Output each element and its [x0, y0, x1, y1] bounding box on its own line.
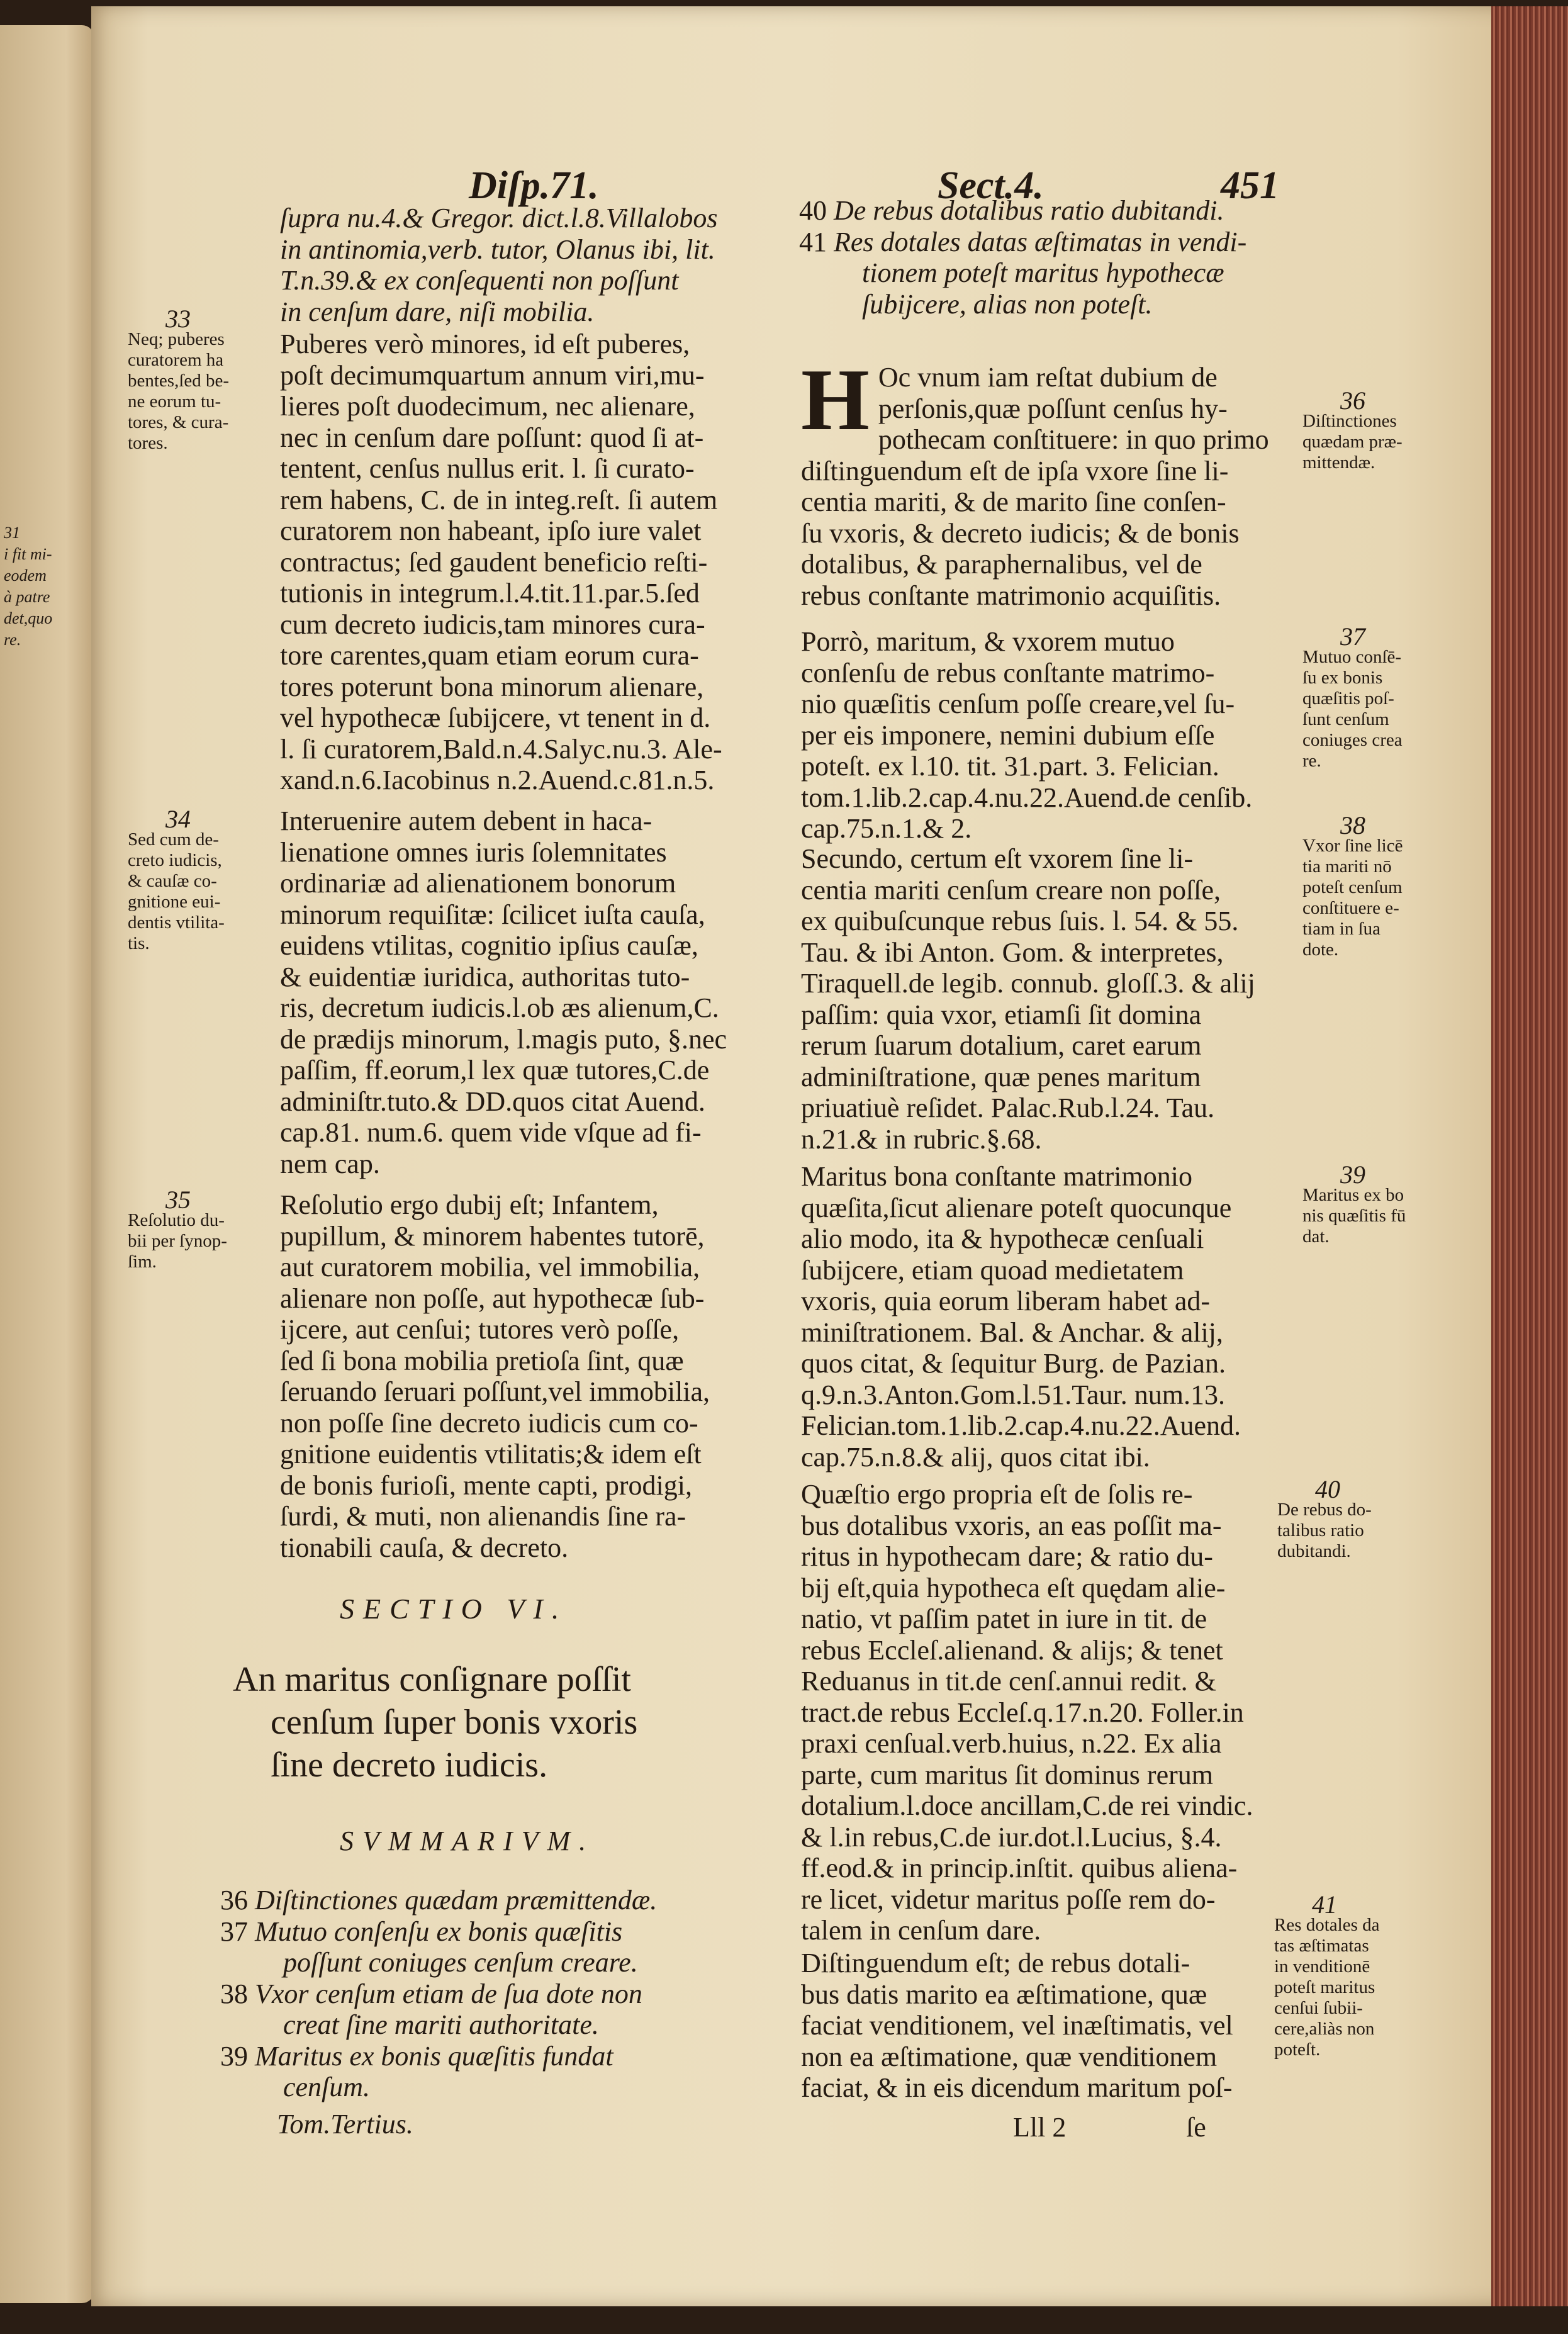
text-line: euidens vtilitas, cognitio ipſius cauſæ, — [280, 930, 698, 961]
summarium-item — [799, 227, 1403, 258]
summarium-heading: SVMMARIVM. — [340, 1826, 595, 1856]
text-line: rem habens, C. de in integ.reſt. ſi autem — [280, 484, 718, 515]
text-line: Secundo, certum eſt vxorem ſine li- — [801, 843, 1194, 874]
margin-note-line: quædam præ- — [1302, 432, 1403, 452]
summarium-item — [220, 1947, 849, 1978]
text-line: natio, vt paſſim patet in iure in tit. de — [801, 1603, 1207, 1634]
text-line: aut curatorem mobilia, vel immobilia, — [280, 1252, 700, 1282]
margin-note-line: bentes,ſed be- — [128, 371, 230, 391]
summarium-number: 40 — [799, 195, 827, 226]
margin-note-line: ſunt cenſum — [1302, 709, 1389, 729]
text-line: pothecam conſtituere: in quo primo — [878, 424, 1269, 455]
section-title — [233, 1658, 862, 1787]
margin-note-41 — [1274, 1890, 1413, 2060]
text-line: vel hypothecæ ſubijcere, vt tenent in d. — [280, 702, 711, 733]
text-line: paſſim, ff.eorum,l lex quæ tutores,C.de — [280, 1055, 710, 1086]
text-line: curatorem non habeant, ipſo iure valet — [280, 515, 702, 546]
margin-note-number: 37 — [1340, 622, 1365, 651]
text-line: ijcere, aut cenſui; tutores verò poſſe, — [280, 1314, 680, 1345]
text-line: faciat, & in eis dicendum maritum poſ- — [801, 2072, 1233, 2103]
text-line: Felician.tom.1.lib.2.cap.4.nu.22.Auend. — [801, 1410, 1241, 1441]
margin-note-line: Maritus ex bo — [1302, 1185, 1404, 1205]
text-line: miniſtrationem. Bal. & Anchar. & alij, — [801, 1316, 1223, 1348]
text-line: dotalibus, & paraphernalibus, vel de — [801, 549, 1202, 580]
text-line: de bonis furioſi, mente capti, prodigi, — [280, 1469, 692, 1501]
previous-page-note-line: det,quo — [4, 609, 53, 627]
text-line: cap.75.n.1.& 2. — [801, 813, 972, 844]
text-line: dotalium.l.doce ancillam,C.de rei vindic. — [801, 1790, 1253, 1821]
summarium-number: 36 — [220, 1885, 248, 1916]
margin-note-line: Sed cum de- — [128, 829, 219, 850]
text-line: conſenſu de rebus conſtante matrimo- — [801, 657, 1215, 688]
margin-note-line: tiam in ſua — [1302, 919, 1381, 939]
text-line: priuatiuè reſidet. Palac.Rub.l.24. Tau. — [801, 1092, 1215, 1123]
text-line: T.n.39.& ex conſequenti non poſſunt — [280, 265, 679, 296]
summarium-number — [220, 2072, 255, 2103]
text-line: & euidentiæ iuridica, authoritas tuto- — [280, 961, 690, 992]
summarium-list — [220, 1885, 849, 2103]
margin-note-line: tas æſtimatas — [1274, 1936, 1369, 1956]
text-line: nem cap. — [280, 1148, 380, 1179]
text-line: ſu vxoris, & decreto iudicis; & de bonis — [801, 517, 1240, 549]
drop-cap: H — [801, 351, 870, 449]
margin-note-number: 41 — [1312, 1890, 1337, 1919]
margin-note-line: curatorem ha — [128, 350, 224, 370]
text-line: rerum ſuarum dotalium, caret earum — [801, 1030, 1202, 1061]
previous-page-note-line: re. — [4, 631, 21, 649]
text-line: non poſſe ſine decreto iudicis cum co- — [280, 1407, 698, 1439]
margin-note-line: ne eorum tu- — [128, 391, 221, 412]
text-line: diſtinguendum eſt de ipſa vxore ſine li- — [801, 455, 1229, 486]
text-line: Diſtinguendum eſt; de rebus dotali- — [801, 1948, 1190, 1978]
catchword: ſe — [1186, 2112, 1206, 2143]
text-line: cap.81. num.6. quem vide vſque ad fi- — [280, 1117, 702, 1148]
previous-page-note-line: 31 — [4, 524, 20, 542]
summarium-item — [220, 1978, 849, 2010]
left-column — [280, 203, 846, 327]
paragraph-33 — [280, 328, 846, 796]
margin-note-33 — [128, 305, 254, 454]
margin-note-line: mittendæ. — [1302, 452, 1375, 473]
summarium-item — [220, 2041, 849, 2072]
summarium-text: tionem poteſt maritus hypothecæ — [862, 257, 1224, 288]
margin-note-line: dubitandi. — [1277, 1541, 1351, 1561]
text-line: vxoris, quia eorum liberam habet ad- — [801, 1286, 1211, 1316]
text-line: nec in cenſum dare poſſunt: quod ſi at- — [280, 422, 704, 453]
summarium-item — [220, 2009, 849, 2041]
running-head-disputation: Diſp.71. — [469, 164, 599, 207]
text-line: centia mariti, & de marito ſine conſen- — [801, 486, 1226, 517]
margin-note-line: dote. — [1302, 940, 1339, 960]
margin-note-39 — [1302, 1160, 1435, 1247]
summarium-text: cenſum. — [283, 2072, 371, 2102]
summarium-number — [220, 1947, 255, 1978]
text-line: faciat venditionem, vel inæſtimatis, vel — [801, 2010, 1233, 2041]
summarium-text: Mutuo conſenſu ex bonis quæſitis — [255, 1916, 623, 1947]
text-line: centia mariti cenſum creare non poſſe, — [801, 874, 1221, 906]
text-line: tore carentes,quam etiam eorum cura- — [280, 640, 699, 671]
margin-note-line: re. — [1302, 751, 1321, 771]
margin-note-line: tores. — [128, 433, 168, 453]
margin-note-line: Diſtinctiones — [1302, 411, 1397, 431]
margin-note-number: 33 — [165, 305, 191, 333]
summarium-item — [220, 1916, 849, 1948]
summarium-text: De rebus dotalibus ratio dubitandi. — [834, 195, 1224, 226]
text-line: perſonis,quæ poſſunt cenſus hy- — [878, 393, 1228, 424]
text-line: quos citat, & ſequitur Burg. de Pazian. — [801, 1348, 1226, 1379]
paragraph-34 — [280, 805, 846, 1179]
margin-note-38 — [1302, 811, 1435, 960]
text-line: Quæſtio ergo propria eſt de ſolis re- — [801, 1479, 1193, 1510]
text-line: adminiſtr.tuto.& DD.quos citat Auend. — [280, 1086, 705, 1117]
text-line: tentent, cenſus nullus erit. l. ſi curato- — [280, 453, 695, 484]
margin-note-line: bii per ſynop- — [128, 1231, 227, 1251]
text-line: tom.1.lib.2.cap.4.nu.22.Auend.de cenſib. — [801, 782, 1253, 813]
text-line: non ea æſtimatione, quæ venditionem — [801, 2041, 1218, 2072]
summarium-continued — [799, 195, 1403, 320]
text-line: tract.de rebus Eccleſ.q.17.n.20. Foller.in — [801, 1697, 1244, 1728]
text-line: ex quibuſcunque rebus ſuis. l. 54. & 55. — [801, 906, 1239, 936]
page-edge-stack — [1491, 6, 1568, 2306]
margin-note-line: Neq; puberes — [128, 329, 225, 349]
margin-note-37 — [1302, 622, 1435, 771]
margin-note-line: conſtituere e- — [1302, 898, 1399, 918]
margin-note-line: tis. — [128, 933, 150, 953]
text-line: de prædijs minorum, l.magis puto, §.nec — [280, 1023, 727, 1055]
summarium-item — [799, 289, 1403, 320]
text-line: adminiſtratione, quæ penes maritum — [801, 1061, 1201, 1092]
text-line: Puberes verò minores, id eſt puberes, — [280, 328, 690, 359]
text-line: ritus in hypothecam dare; & ratio du- — [801, 1541, 1213, 1572]
margin-note-line: & cauſæ co- — [128, 871, 217, 891]
text-line: rebus conſtante matrimonio acquiſitis. — [801, 580, 1221, 611]
margin-note-line: De rebus do- — [1277, 1500, 1372, 1520]
text-line: nio quæſitis cenſum poſſe creare,vel ſu- — [801, 688, 1235, 719]
margin-note-number: 40 — [1315, 1475, 1340, 1503]
summarium-item — [799, 257, 1403, 289]
text-line: Tiraquell.de legib. connub. gloſſ.3. & alij — [801, 968, 1255, 999]
text-line: alienare non poſſe, aut hypothecæ ſub- — [280, 1282, 705, 1314]
text-line: ordinariæ ad alienationem bonorum — [280, 868, 676, 899]
text-line: tutionis in integrum.l.4.tit.11.par.5.ſed — [280, 578, 700, 609]
margin-note-34 — [128, 805, 254, 954]
margin-note-line: poteſt maritus — [1274, 1977, 1375, 1997]
margin-note-number: 39 — [1340, 1160, 1365, 1189]
summarium-text: creat ſine mariti authoritate. — [283, 2009, 599, 2040]
text-line: tores poterunt bona minorum alienare, — [280, 671, 704, 702]
summarium-text: Maritus ex bonis quæſitis fundat — [255, 2040, 613, 2072]
left-top-paragraph — [280, 203, 846, 327]
text-line: praxi cenſual.verb.huius, n.22. Ex alia — [801, 1728, 1222, 1759]
margin-note-line: Vxor ſine licē — [1302, 836, 1403, 856]
text-line: in antinomia,verb. tutor, Olanus ibi, lit. — [280, 233, 715, 265]
summarium-item — [799, 195, 1403, 227]
previous-page-note-line: i fit mi- — [4, 545, 52, 563]
text-line: ſurdi, & muti, non alienandis ſine ra- — [280, 1501, 686, 1532]
margin-note-line: poteſt. — [1274, 2039, 1321, 2060]
text-line: cap.75.n.8.& alij, quos citat ibi. — [801, 1441, 1150, 1473]
text-line: Porrò, maritum, & vxorem mutuo — [801, 626, 1175, 657]
text-line: Tau. & ibi Anton. Gom. & interpretes, — [801, 936, 1224, 968]
previous-page-note-line: à patre — [4, 588, 50, 606]
text-line: paſſim: quia vxor, etiamſi ſit domina — [801, 999, 1202, 1030]
text-line: pupillum, & minorem habentes tutorē, — [280, 1220, 705, 1252]
margin-note-35 — [128, 1186, 254, 1272]
text-line: Reſolutio ergo dubij eſt; Infantem, — [280, 1189, 659, 1220]
text-line: lienatione omnes iuris ſolemnitates — [280, 836, 667, 868]
summarium-number: 39 — [220, 2040, 248, 2072]
text-line: contractus; ſed gaudent beneficio reſti- — [280, 546, 708, 578]
text-line: talem in cenſum dare. — [801, 1915, 1041, 1946]
margin-note-36 — [1302, 386, 1435, 473]
margin-note-line: tores, & cura- — [128, 412, 229, 432]
summarium-item — [220, 1885, 849, 1916]
margin-note-line: ſim. — [128, 1252, 157, 1272]
text-line: Reduanus in tit.de cenſ.annui redit. & — [801, 1666, 1216, 1697]
previous-page-margin-note — [4, 522, 67, 651]
margin-note-number: 38 — [1340, 811, 1365, 839]
summarium-number: 37 — [220, 1916, 248, 1947]
summarium-item — [220, 2072, 849, 2103]
paragraph-35 — [280, 1189, 846, 1563]
text-line: ſubijcere, etiam quoad medietatem — [801, 1254, 1184, 1286]
text-line: cenſum ſuper bonis vxoris — [271, 1703, 638, 1742]
text-line: Interuenire autem debent in haca- — [280, 805, 652, 836]
summarium-number — [220, 2009, 255, 2041]
margin-note-line: nis quæſitis fū — [1302, 1206, 1406, 1226]
previous-page-edge — [0, 25, 94, 2303]
margin-note-number: 34 — [165, 805, 191, 833]
text-line: ff.eod.& in princip.inſtit. quibus aliena- — [801, 1853, 1238, 1883]
margin-note-line: dentis vtilita- — [128, 912, 225, 933]
text-line: bus dotalibus vxoris, an eas poſſit ma- — [801, 1510, 1222, 1541]
summarium-number — [799, 289, 834, 320]
margin-note-line: creto iudicis, — [128, 850, 222, 870]
margin-note-line: Reſolutio du- — [128, 1210, 225, 1230]
text-line: parte, cum maritus ſit dominus rerum — [801, 1759, 1213, 1790]
summarium-number: 38 — [220, 1978, 248, 2009]
summarium-text: Res dotales datas æſtimatas in vendi- — [834, 226, 1247, 257]
margin-note-line: cere,aliàs non — [1274, 2019, 1375, 2039]
text-line: re licet, videtur maritus poſſe rem do- — [801, 1883, 1216, 1915]
running-head-section: Sect.4. — [938, 164, 1044, 207]
summarium-text: Diſtinctiones quædam præmittendæ. — [255, 1885, 658, 1916]
summarium-number — [799, 257, 834, 289]
text-line: gnitione euidentis vtilitatis;& idem eſt — [280, 1439, 702, 1469]
text-line: minorum requiſitæ: ſcilicet iuſta cauſa, — [280, 899, 705, 930]
margin-note-number: 36 — [1340, 386, 1365, 415]
margin-note-40 — [1277, 1475, 1409, 1562]
text-line: cum decreto iudicis,tam minores cura- — [280, 609, 705, 640]
text-line: Oc vnum iam reſtat dubium de — [878, 362, 1218, 393]
text-line: per eis imponere, nemini dubium eſſe — [801, 719, 1215, 751]
text-line: bij eſt,quia hypotheca eſt quędam alie- — [801, 1572, 1226, 1603]
margin-note-line: Res dotales da — [1274, 1915, 1380, 1935]
book-page — [91, 6, 1510, 2306]
summarium-text: Vxor cenſum etiam de ſua dote non — [255, 1978, 642, 2009]
margin-note-line: talibus ratio — [1277, 1520, 1364, 1540]
margin-note-line: coniuges crea — [1302, 730, 1403, 750]
text-line: rebus Eccleſ.alienand. & alijs; & tenet — [801, 1634, 1223, 1666]
margin-note-number: 35 — [165, 1186, 191, 1214]
margin-note-line: ſu ex bonis — [1302, 668, 1383, 688]
section-heading: SECTIO VI. — [340, 1593, 568, 1625]
margin-note-line: cenſui ſubii- — [1274, 1998, 1363, 2018]
summarium-number: 41 — [799, 226, 827, 257]
text-line: lieres poſt duodecimum, nec alienare, — [280, 391, 695, 422]
margin-note-line: tia mariti nō — [1302, 856, 1392, 877]
volume-footer: Tom.Tertius. — [277, 2109, 413, 2140]
text-line: ſeruando ſeruari poſſunt,vel immobilia, — [280, 1376, 710, 1407]
summarium-text: poſſunt coniuges cenſum creare. — [283, 1947, 638, 1978]
text-line: xand.n.6.Iacobinus n.2.Auend.c.81.n.5. — [280, 765, 715, 795]
text-line: bus datis marito ea æſtimatione, quæ — [801, 1978, 1207, 2010]
text-line: & l.in rebus,C.de iur.dot.l.Lucius, §.4. — [801, 1821, 1222, 1853]
text-line: tionabili cauſa, & decreto. — [280, 1532, 569, 1563]
text-line: n.21.& in rubric.§.68. — [801, 1123, 1042, 1155]
text-line: q.9.n.3.Anton.Gom.l.51.Taur. num.13. — [801, 1379, 1226, 1410]
margin-note-line: poteſt cenſum — [1302, 877, 1403, 897]
text-line: ſed ſi bona mobilia pretioſa ſint, quæ — [280, 1345, 684, 1376]
signature-mark: Lll 2 — [1013, 2112, 1067, 2143]
page-number: 451 — [1221, 164, 1279, 207]
text-line: An maritus conſignare poſſit — [233, 1660, 631, 1699]
text-line: ſine decreto iudicis. — [271, 1746, 548, 1785]
text-line: quæſita,ſicut alienare poteſt quocunque — [801, 1192, 1232, 1223]
text-line: ſupra nu.4.& Gregor. dict.l.8.Villalobos — [280, 203, 718, 233]
margin-note-line: quæſitis poſ- — [1302, 688, 1394, 709]
text-line: poteſt. ex l.10. tit. 31.part. 3. Felician. — [801, 751, 1219, 782]
margin-note-line: Mutuo conſē- — [1302, 647, 1402, 667]
margin-note-line: in venditionē — [1274, 1956, 1370, 1977]
text-line: Maritus bona conſtante matrimonio — [801, 1161, 1192, 1192]
margin-note-line: dat. — [1302, 1226, 1330, 1247]
summarium-text: ſubijcere, alias non poteſt. — [862, 288, 1153, 320]
previous-page-note-line: eodem — [4, 566, 47, 585]
text-line: alio modo, ita & hypothecæ cenſuali — [801, 1223, 1204, 1254]
text-line: l. ſi curatorem,Bald.n.4.Salyc.nu.3. Ale- — [280, 733, 722, 765]
text-line: poſt decimumquartum annum viri,mu- — [280, 359, 705, 391]
text-line: ris, decretum iudicis.l.ob æs alienum,C. — [280, 992, 719, 1023]
text-line: in cenſum dare, niſi mobilia. — [280, 296, 595, 327]
margin-note-line: gnitione eui- — [128, 892, 221, 912]
